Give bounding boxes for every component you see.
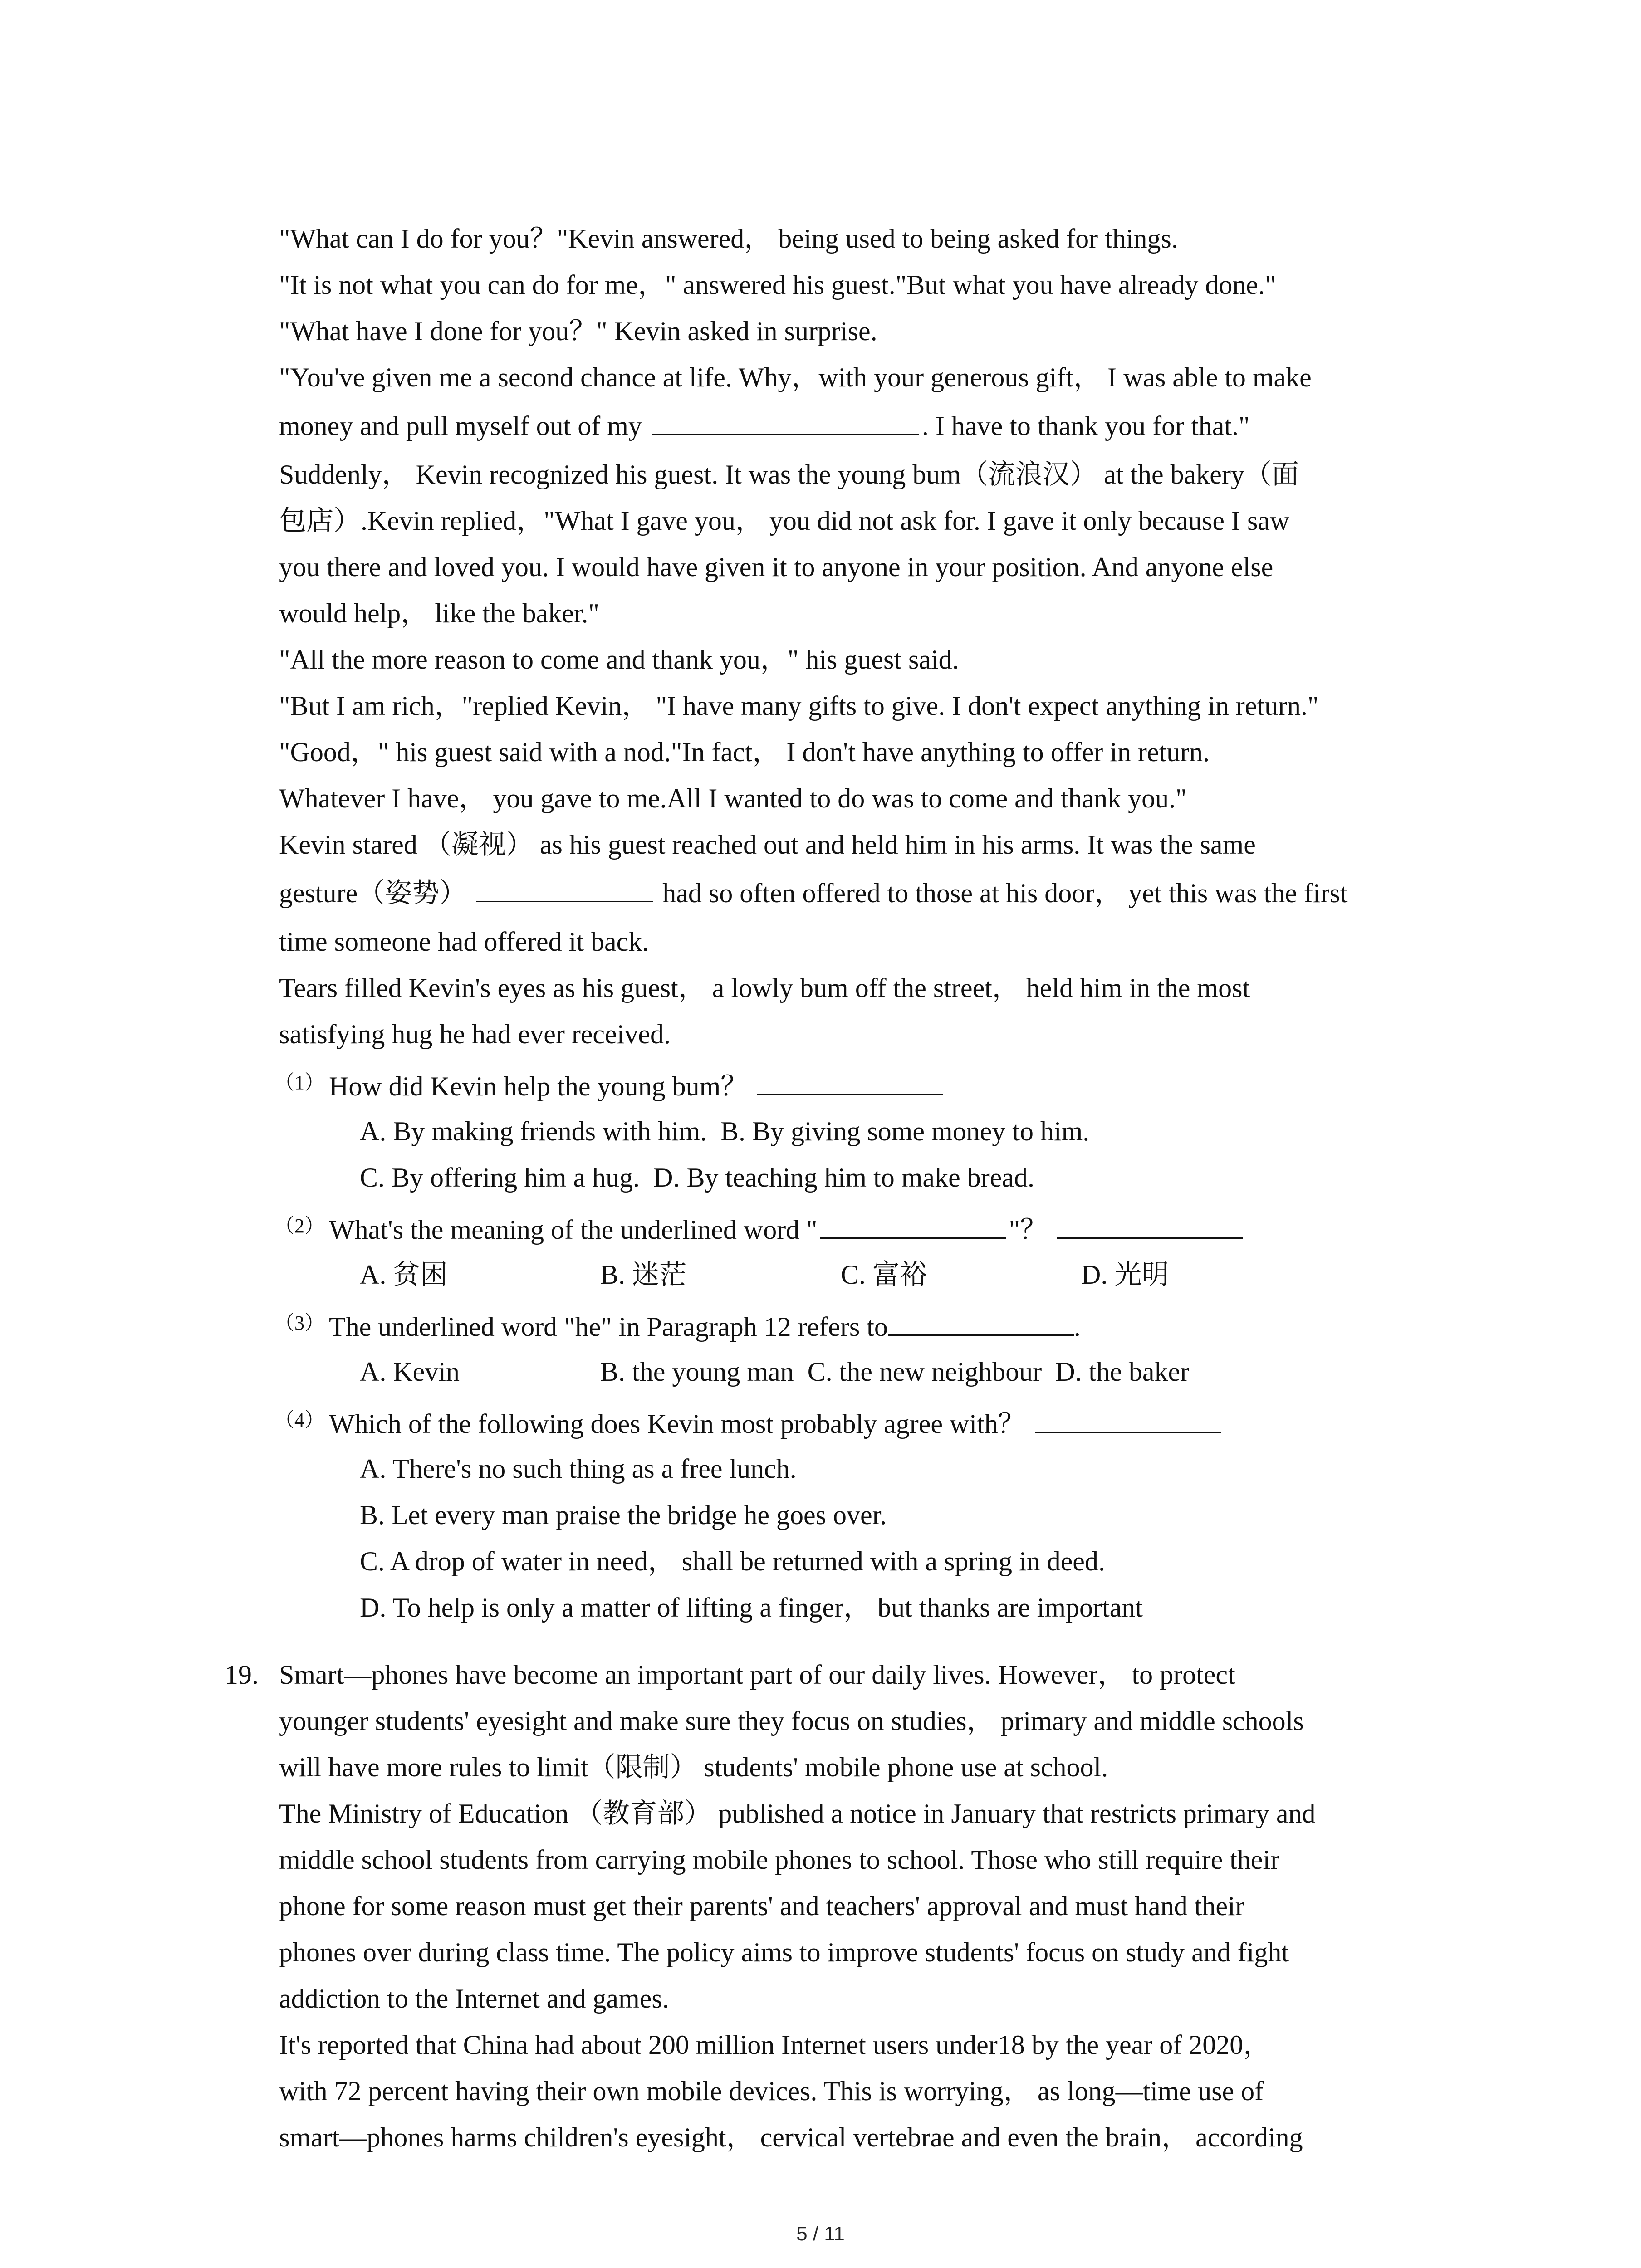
options-row — [279, 1349, 1477, 1395]
question-number: （1） — [274, 1071, 324, 1094]
option[interactable]: C. the new neighbour — [807, 1357, 1042, 1387]
question-text: What's the meaning of the underlined word " — [329, 1215, 818, 1245]
options-row — [279, 1154, 1477, 1201]
underlined-word-blank — [820, 1210, 1006, 1239]
option[interactable]: C. By offering him a hug. — [360, 1163, 640, 1193]
passage-text: had so often offered to those at his door， yet this was the first — [662, 878, 1348, 908]
answer-blank[interactable] — [476, 874, 653, 902]
question-text: . — [1073, 1312, 1081, 1342]
passage-line: "What can I do for you？"Kevin answered， being used to being asked for things. — [279, 224, 1178, 254]
question-text: Which of the following does Kevin most probably agree with？ — [329, 1409, 1025, 1439]
q19-line — [225, 1652, 1477, 1698]
passage-line: 包店）.Kevin replied，"What I gave you， you did not ask for. I gave it only because I saw — [279, 506, 1290, 536]
option-line[interactable]: B. Let every man praise the bridge he goes over. — [360, 1500, 887, 1530]
passage-line: Tears filled Kevin's eyes as his guest， a lowly bum off the street， held him in the most — [279, 973, 1250, 1003]
page-content — [225, 215, 1477, 2160]
passage-line: "But I am rich，"replied Kevin， "I have many gifts to give. I don't expect anything in return." — [279, 691, 1319, 721]
passage-line: Suddenly， Kevin recognized his guest. It was the young bum（流浪汉） at the bakery（面 — [279, 459, 1299, 489]
answer-blank[interactable] — [652, 406, 919, 435]
option-line[interactable]: C. A drop of water in need， shall be returned with a spring in deed. — [360, 1546, 1105, 1576]
question-number: （2） — [274, 1215, 324, 1237]
option[interactable]: A. By making friends with him. — [360, 1116, 707, 1146]
passage-line: time someone had offered it back. — [279, 927, 649, 957]
question-4 — [274, 1395, 1549, 1446]
option[interactable]: C. 富裕 — [841, 1260, 927, 1290]
option[interactable]: D. 光明 — [1081, 1260, 1169, 1290]
passage-text: gesture（姿势） — [279, 878, 467, 908]
passage-line-with-blank — [279, 868, 1477, 919]
passage-line: would help， like the baker." — [279, 598, 599, 628]
passage-text: money and pull myself out of my — [279, 411, 642, 441]
options-row — [279, 1108, 1477, 1154]
question-3 — [274, 1298, 1549, 1349]
question-text: How did Kevin help the young bum？ — [329, 1071, 748, 1101]
answer-blank[interactable] — [757, 1067, 943, 1095]
question-text: The underlined word "he" in Paragraph 12 refers to — [329, 1312, 888, 1342]
passage-line: "What have I done for you？" Kevin asked in surprise. — [279, 316, 877, 346]
section-gap — [279, 1631, 1477, 1652]
answer-blank[interactable] — [888, 1307, 1074, 1336]
question-number: （3） — [274, 1312, 324, 1334]
q19-line: with 72 percent having their own mobile devices. This is worrying， as long—time use of — [279, 2076, 1264, 2106]
q19-line: It's reported that China had about 200 million Internet users under18 by the year of 2020， — [279, 2030, 1271, 2060]
q19-line: middle school students from carrying mobile phones to school. Those who still require their — [279, 1845, 1280, 1875]
option[interactable]: A. 贫困 — [360, 1260, 448, 1290]
q19-line: younger students' eyesight and make sure they focus on studies， primary and middle schools — [279, 1706, 1304, 1736]
question-1 — [274, 1057, 1549, 1108]
option[interactable]: B. the young man — [600, 1357, 794, 1387]
passage-line-with-blank — [279, 401, 1477, 451]
question-text: "？ — [1009, 1215, 1048, 1245]
passage-line: Kevin stared （凝视） as his guest reached out and held him in his arms. It was the same — [279, 830, 1256, 860]
q19-line: will have more rules to limit（限制） students' mobile phone use at school. — [279, 1752, 1108, 1782]
option[interactable]: B. 迷茫 — [600, 1260, 687, 1290]
option[interactable]: B. By giving some money to him. — [720, 1116, 1090, 1146]
question-number: （4） — [274, 1409, 324, 1431]
passage-line: "It is not what you can do for me，" answered his guest."But what you have already done." — [279, 270, 1276, 300]
passage-line: Whatever I have， you gave to me.All I wanted to do was to come and thank you." — [279, 783, 1187, 813]
q19-line: smart—phones harms children's eyesight， cervical vertebrae and even the brain， according — [279, 2122, 1303, 2152]
answer-blank[interactable] — [1057, 1210, 1243, 1239]
q19-line: phone for some reason must get their parents' and teachers' approval and must hand their — [279, 1891, 1244, 1921]
option[interactable]: D. By teaching him to make bread. — [653, 1163, 1034, 1193]
option[interactable]: D. the baker — [1055, 1357, 1190, 1387]
options-row — [279, 1251, 1477, 1298]
q19-line: The Ministry of Education （教育部） published a notice in January that restricts primary and — [279, 1799, 1316, 1828]
answer-blank[interactable] — [1035, 1404, 1221, 1433]
option[interactable]: A. Kevin — [360, 1357, 460, 1387]
q19-line: addiction to the Internet and games. — [279, 1984, 669, 2014]
passage-line: "All the more reason to come and thank you，" his guest said. — [279, 645, 959, 675]
passage-line: "You've given me a second chance at life. Why，with your generous gift， I was able to make — [279, 362, 1312, 392]
passage-text: . I have to thank you for that." — [921, 411, 1250, 441]
passage-line: "Good，" his guest said with a nod."In fact， I don't have anything to offer in return. — [279, 737, 1210, 767]
question-19-number: 19. — [225, 1660, 259, 1690]
page-number: 5 / 11 — [796, 2223, 845, 2245]
passage-line: satisfying hug he had ever received. — [279, 1019, 671, 1049]
q19-line: phones over during class time. The policy aims to improve students' focus on study and fight — [279, 1937, 1289, 1967]
passage-line: you there and loved you. I would have given it to anyone in your position. And anyone else — [279, 552, 1274, 582]
option-line[interactable]: D. To help is only a matter of lifting a finger， but thanks are important — [360, 1593, 1143, 1623]
question-2 — [274, 1201, 1549, 1251]
option-line[interactable]: A. There's no such thing as a free lunch. — [360, 1454, 797, 1484]
passage-text: Smart—phones have become an important part of our daily lives. However， to protect — [279, 1660, 1235, 1690]
